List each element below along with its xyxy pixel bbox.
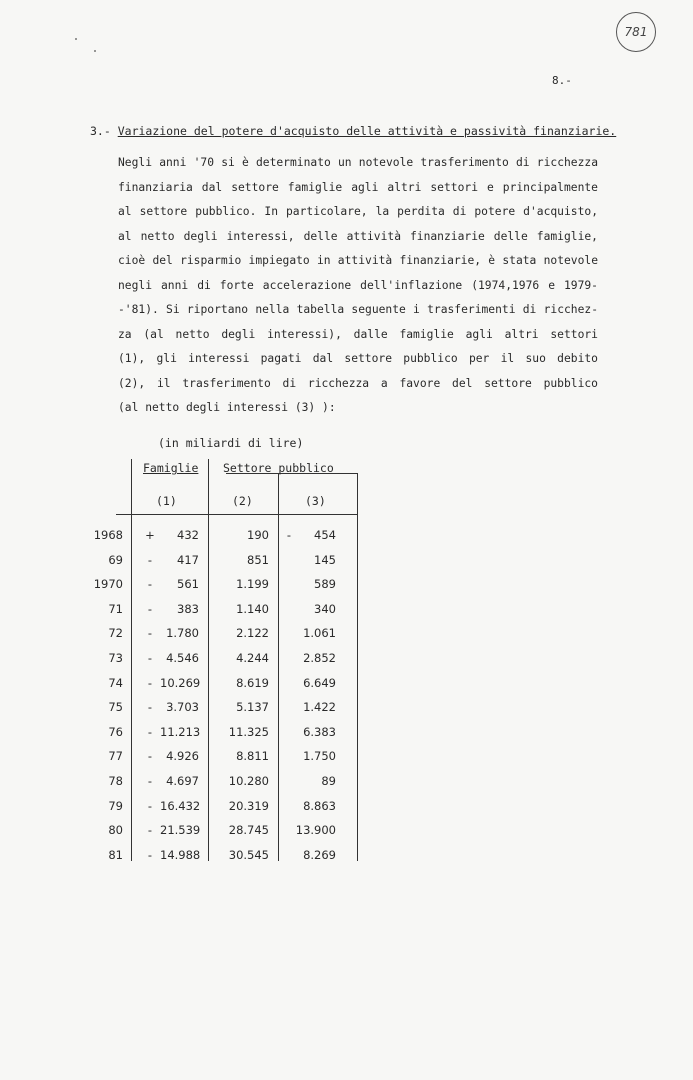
paragraph-line: al netto degli interessi, delle attività finanziarie delle famiglie, (118, 229, 598, 243)
interessi-value: 28.745 (228, 823, 269, 837)
famiglie-value: 3.703 (166, 700, 199, 714)
famiglie-value: 16.432 (160, 799, 201, 813)
year-cell: 79 (108, 799, 123, 813)
famiglie-value: 4.546 (166, 651, 199, 665)
sign-cell: - (147, 700, 153, 714)
sign-cell: - (147, 651, 153, 665)
interessi-value: 1.199 (236, 577, 269, 591)
sign-cell: + (145, 528, 155, 542)
year-cell: 80 (108, 823, 123, 837)
interessi-value: 8.811 (236, 749, 269, 763)
interessi-value: 10.280 (228, 774, 269, 788)
famiglie-value: 11.213 (160, 725, 201, 739)
paragraph-line: (1), gli interessi pagati dal settore pubblico per il suo debito (118, 352, 598, 365)
year-cell: 1968 (93, 528, 123, 542)
table-col2-rule (278, 473, 279, 861)
sign-cell: - (147, 553, 153, 567)
interessi-value: 851 (247, 553, 269, 567)
paragraph-line: al settore pubblico. In particolare, la perdita di potere d'acquisto, (118, 205, 598, 218)
sign-cell: - (147, 823, 153, 837)
sign-cell: - (286, 528, 292, 542)
column-header-2: (2) (232, 494, 253, 508)
trasferimento-value: 8.863 (303, 799, 336, 813)
paragraph-line: finanziaria dal settore famiglie agli altri settori e principalmente (118, 180, 598, 194)
header-famiglie: Famiglie (143, 461, 199, 475)
year-cell: 71 (108, 602, 123, 616)
column-header-1: (1) (156, 494, 177, 508)
interessi-value: 30.545 (228, 848, 269, 862)
table-unit-note: (in miliardi di lire) (158, 436, 304, 450)
trasferimento-value: 340 (314, 602, 336, 616)
scan-speck (75, 38, 77, 40)
stamp-number: 781 (624, 25, 648, 39)
famiglie-value: 4.926 (166, 749, 199, 763)
famiglie-value: 432 (177, 528, 199, 542)
interessi-value: 5.137 (236, 700, 269, 714)
interessi-value: 1.140 (236, 602, 269, 616)
famiglie-value: 4.697 (166, 774, 199, 788)
trasferimento-value: 13.900 (295, 823, 336, 837)
trasferimento-value: 1.422 (303, 700, 336, 714)
sign-cell: - (147, 749, 153, 763)
paragraph-line: (al netto degli interessi (3) ): (118, 401, 336, 414)
year-cell: 69 (108, 553, 123, 567)
interessi-value: 190 (247, 528, 269, 542)
famiglie-value: 561 (177, 577, 199, 591)
year-cell: 76 (108, 725, 123, 739)
sign-cell: - (147, 676, 153, 690)
page-number: 8.- (552, 74, 572, 87)
trasferimento-value: 589 (314, 577, 336, 591)
section-heading (90, 124, 616, 138)
sign-cell: - (147, 848, 153, 862)
interessi-value: 4.244 (236, 651, 269, 665)
paragraph-line: (2), il trasferimento di ricchezza a favore del settore pubblico (118, 376, 598, 390)
table-left-rule (131, 459, 132, 861)
section-title: Variazione del potere d'acquisto delle attività e passività finanziarie. (117, 124, 617, 138)
famiglie-value: 383 (177, 602, 199, 616)
paragraph-line: cioè del risparmio impiegato in attività finanziarie, è stata notevole (118, 254, 598, 267)
interessi-value: 8.619 (236, 676, 269, 690)
trasferimento-value: 8.269 (303, 848, 336, 862)
trasferimento-value: 6.649 (303, 676, 336, 690)
trasferimento-value: 2.852 (303, 651, 336, 665)
sign-cell: - (147, 725, 153, 739)
year-cell: 77 (108, 749, 123, 763)
year-cell: 74 (108, 676, 123, 690)
paragraph-line: -'81). Si riportano nella tabella seguente i trasferimenti di ricchez- (118, 303, 598, 316)
year-cell: 72 (108, 626, 123, 640)
table-col1-rule (208, 459, 209, 861)
interessi-value: 20.319 (228, 799, 269, 813)
table-header-rule (116, 514, 357, 515)
scan-speck (94, 50, 96, 52)
paragraph-line: za (al netto degli interessi), dalle famiglie agli altri settori (118, 327, 598, 341)
trasferimento-value: 6.383 (303, 725, 336, 739)
year-cell: 73 (108, 651, 123, 665)
archive-stamp (616, 12, 656, 52)
year-cell: 81 (108, 848, 123, 862)
trasferimento-value: 454 (314, 528, 336, 542)
trasferimento-value: 89 (321, 774, 336, 788)
header-settore-pubblico: Settore pubblico (223, 461, 334, 475)
famiglie-value: 10.269 (160, 676, 201, 690)
trasferimento-value: 1.750 (303, 749, 336, 763)
famiglie-value: 21.539 (160, 823, 201, 837)
section-number: 3.- (90, 124, 111, 138)
sign-cell: - (147, 799, 153, 813)
sign-cell: - (147, 602, 153, 616)
sign-cell: - (147, 577, 153, 591)
famiglie-value: 1.780 (166, 626, 199, 640)
year-cell: 75 (108, 700, 123, 714)
column-header-3: (3) (305, 494, 326, 508)
table-right-rule (357, 473, 358, 861)
paragraph-line: negli anni di forte accelerazione dell'inflazione (1974,1976 e 1979- (118, 278, 598, 292)
trasferimento-value: 1.061 (303, 626, 336, 640)
famiglie-value: 417 (177, 553, 199, 567)
interessi-value: 11.325 (228, 725, 269, 739)
sign-cell: - (147, 774, 153, 788)
year-cell: 1970 (93, 577, 123, 591)
sign-cell: - (147, 626, 153, 640)
paragraph-line: Negli anni '70 si è determinato un notevole trasferimento di ricchezza (118, 156, 598, 169)
body-paragraph (118, 151, 598, 421)
trasferimento-value: 145 (314, 553, 336, 567)
year-cell: 78 (108, 774, 123, 788)
interessi-value: 2.122 (236, 626, 269, 640)
famiglie-value: 14.988 (160, 848, 201, 862)
